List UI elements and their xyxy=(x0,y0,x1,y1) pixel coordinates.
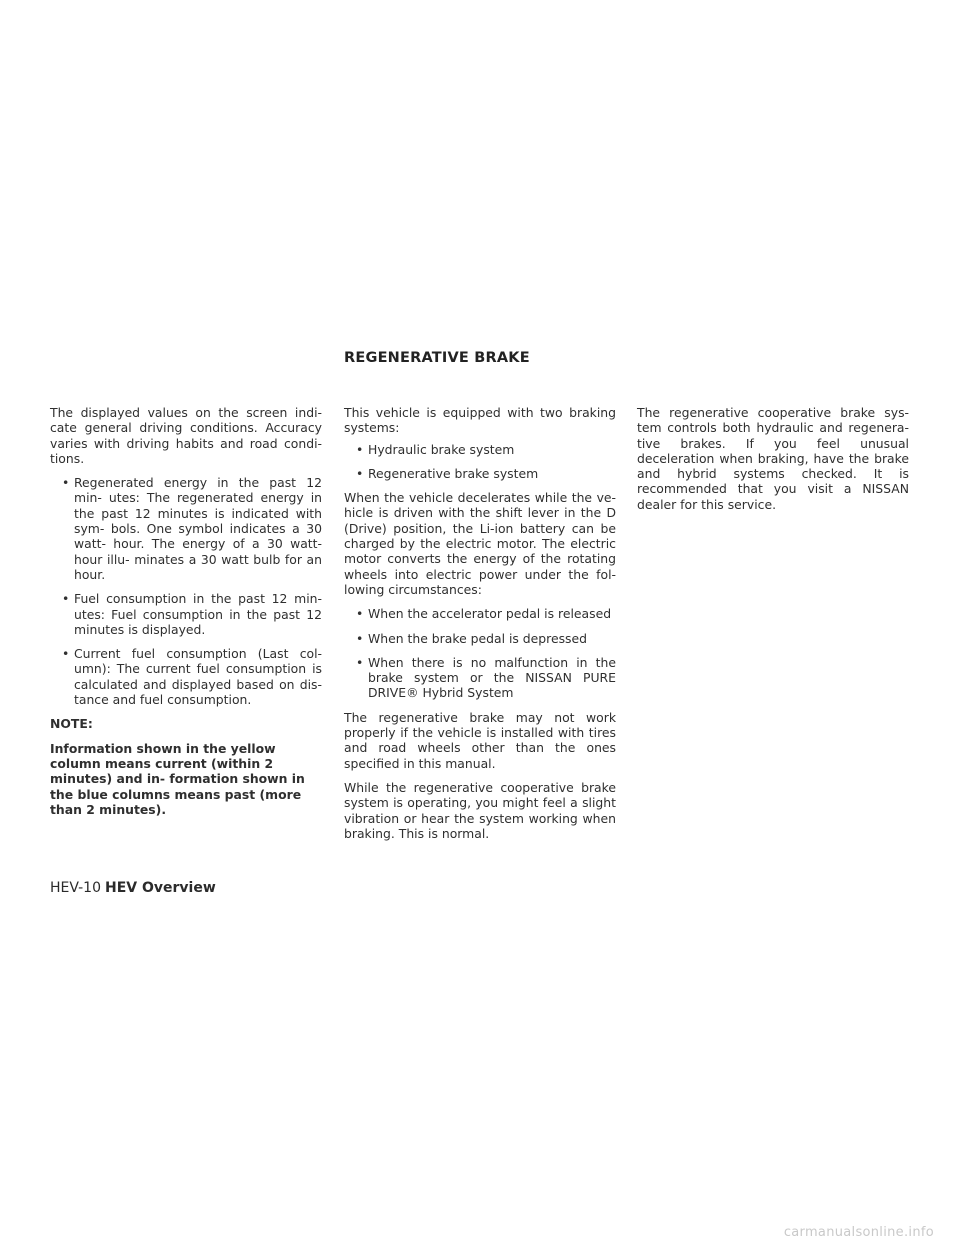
intro-paragraph: The displayed values on the screen indi- cate general driving conditions. Accuracy varies with driving habits and road condi- tions. xyxy=(50,405,322,466)
list-item: • Regenerative brake system xyxy=(344,466,616,481)
list-item: • Hydraulic brake system xyxy=(344,442,616,457)
list-item: • When there is no malfunction in the brake system or the NISSAN PURE DRIVE® Hybrid System xyxy=(344,655,616,701)
column-middle xyxy=(344,405,616,850)
note-label: NOTE: xyxy=(50,716,93,732)
cooperative-brake-paragraph: The regenerative cooperative brake sys- tem controls both hydraulic and regenera- tive brakes. If you feel unusual deceleration when braking, have the brake and hybrid systems checked. It is recommended that you visit a NISSAN dealer for this service. xyxy=(637,405,909,512)
conditions-list xyxy=(344,606,616,700)
list-item: • Current fuel consumption (Last col- umn): The current fuel consumption is calculated and displayed based on dis- tance and fuel consumption. xyxy=(50,646,322,707)
list-item: • When the brake pedal is depressed xyxy=(344,631,616,646)
column-left xyxy=(50,405,322,826)
watermark: carmanualsonline.info xyxy=(783,1225,934,1240)
section-heading: REGENERATIVE BRAKE xyxy=(344,350,530,366)
page-number: HEV-10 xyxy=(50,880,101,896)
regeneration-paragraph: When the vehicle decelerates while the ve- hicle is driven with the shift lever in the D (Drive) position, the Li-ion battery can be charged by the electric motor. The electric motor converts the energy of the rotating wheels into electric power under the fol- lowing circumstances: xyxy=(344,490,616,597)
braking-systems-list xyxy=(344,442,616,482)
tires-paragraph: The regenerative brake may not work properly if the vehicle is installed with tires and road wheels other than the ones specified in this manual. xyxy=(344,709,616,771)
list-item: • Fuel consumption in the past 12 min- utes: Fuel consumption in the past 12 minutes is displayed. xyxy=(50,591,322,637)
note-text: Information shown in the yellow column means current (within 2 minutes) and in- formation shown in the blue columns means past (more than 2 minutes). xyxy=(50,740,305,817)
vibration-paragraph: While the regenerative cooperative brake system is operating, you might feel a slight vibration or hear the system working when braking. This is normal. xyxy=(344,779,616,841)
display-values-list xyxy=(50,475,322,707)
column-right xyxy=(637,405,909,521)
footer-section-title: HEV Overview xyxy=(105,880,216,896)
page-footer xyxy=(50,880,216,896)
list-item: • Regenerated energy in the past 12 min- utes: The regenerated energy in the past 12 minutes is indicated with sym- bols. One symbol indicates a 30 watt- hour. The energy of a 30 watt-hour illu- minates a 30 watt bulb for an hour. xyxy=(50,475,322,582)
list-item: • When the accelerator pedal is released xyxy=(344,606,616,621)
braking-intro: This vehicle is equipped with two braking systems: xyxy=(344,405,616,436)
